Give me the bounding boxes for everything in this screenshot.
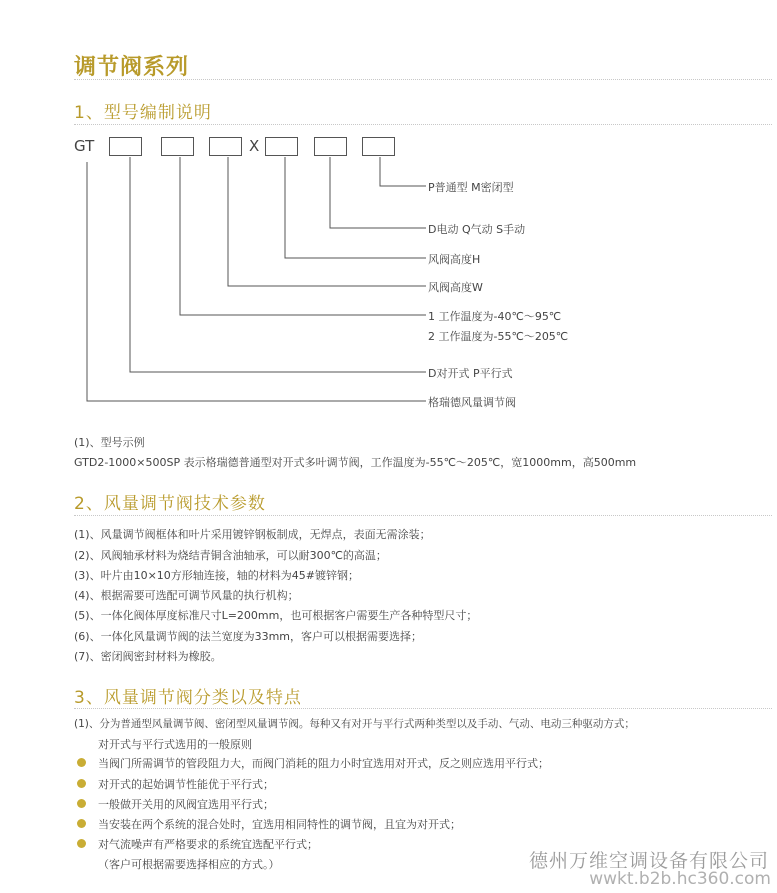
section2-heading: 2、风量调节阀技术参数	[74, 494, 266, 514]
principle-item: 一般做开关用的风阀宜选用平行式；	[98, 798, 274, 811]
leader-line-height	[285, 157, 426, 258]
tech-item: (7)、密闭阀密封材料为橡胶。	[74, 650, 222, 663]
model-code-x: X	[249, 137, 260, 155]
bullet-dot-icon	[77, 799, 86, 808]
label-blade-style: D对开式 P平行式	[428, 367, 513, 380]
tech-item: (4)、根据需要可选配可调节风量的执行机构；	[74, 589, 299, 602]
label-brand: 格瑞德风量调节阀	[428, 396, 516, 409]
leader-line-temperature	[180, 157, 426, 315]
bullet-dot-icon	[77, 779, 86, 788]
label-seal-type: P普通型 M密闭型	[428, 181, 514, 194]
classification-principle: 对开式与平行式选用的一般原则	[98, 738, 252, 751]
tech-item: (2)、风阀轴承材料为烧结青铜含油轴承，可以耐300℃的高温；	[74, 549, 387, 562]
leader-line-drive	[330, 157, 426, 228]
bullet-dot-icon	[77, 758, 86, 767]
tech-item: (3)、叶片由10×10方形轴连接，轴的材料为45#镀锌钢；	[74, 569, 360, 582]
section2-divider	[74, 515, 772, 516]
principle-item: 对气流噪声有严格要求的系统宜选配平行式；	[98, 838, 318, 851]
watermark-company: 德州万维空调设备有限公司	[528, 850, 769, 872]
leader-line-width	[228, 157, 426, 286]
model-code-prefix: GT	[74, 137, 95, 155]
label-width: 风阀高度W	[428, 281, 483, 294]
leader-line-brand	[87, 162, 426, 401]
label-height: 风阀高度H	[428, 253, 481, 266]
bullet-dot-icon	[77, 839, 86, 848]
principle-item: 当安装在两个系统的混合处时，宜选用相同特性的调节阀，且宜为对开式；	[98, 818, 461, 831]
example-text: GTD2-1000×500SP 表示格瑞德普通型对开式多叶调节阀，工作温度为-55℃～205℃，宽1000mm，高500mm	[74, 456, 637, 469]
classification-intro: (1)、分为普通型风量调节阀、密闭型风量调节阀。每种又有对开与平行式两种类型以及手动、气动、电动三种驱动方式；	[74, 718, 635, 730]
example-title: (1)、型号示例	[74, 436, 145, 449]
label-temp-1: 1 工作温度为-40℃～95℃	[428, 310, 562, 323]
bullet-dot-icon	[77, 819, 86, 828]
principle-item: 对开式的起始调节性能优于平行式；	[98, 778, 274, 791]
tech-item: (1)、风量调节阀框体和叶片采用镀锌钢板制成，无焊点，表面无需涂装；	[74, 528, 431, 541]
principle-item: 当阀门所需调节的管段阻力大，而阀门消耗的阻力小时宜选用对开式，反之则应选用平行式；	[98, 757, 549, 770]
section3-heading: 3、风量调节阀分类以及特点	[74, 688, 302, 708]
watermark-url: wwkt.b2b.hc360.com	[589, 869, 771, 889]
label-temp-2: 2 工作温度为-55℃～205℃	[428, 330, 569, 343]
leader-line-style	[130, 157, 426, 372]
tech-item: (6)、一体化风量调节阀的法兰宽度为33mm，客户可以根据需要选择；	[74, 630, 423, 643]
tech-item: (5)、一体化阀体厚度标准尺寸L=200mm，也可根据客户需要生产各种特型尺寸；	[74, 609, 478, 622]
page-title: 调节阀系列	[74, 55, 190, 80]
label-drive-type: D电动 Q气动 S手动	[428, 223, 526, 236]
section1-heading: 1、型号编制说明	[74, 103, 212, 123]
selection-note: （客户可根据需要选择相应的方式。）	[98, 858, 280, 871]
section3-divider	[74, 708, 772, 709]
model-code-leader-lines	[0, 0, 777, 420]
leader-line-type	[380, 157, 426, 186]
